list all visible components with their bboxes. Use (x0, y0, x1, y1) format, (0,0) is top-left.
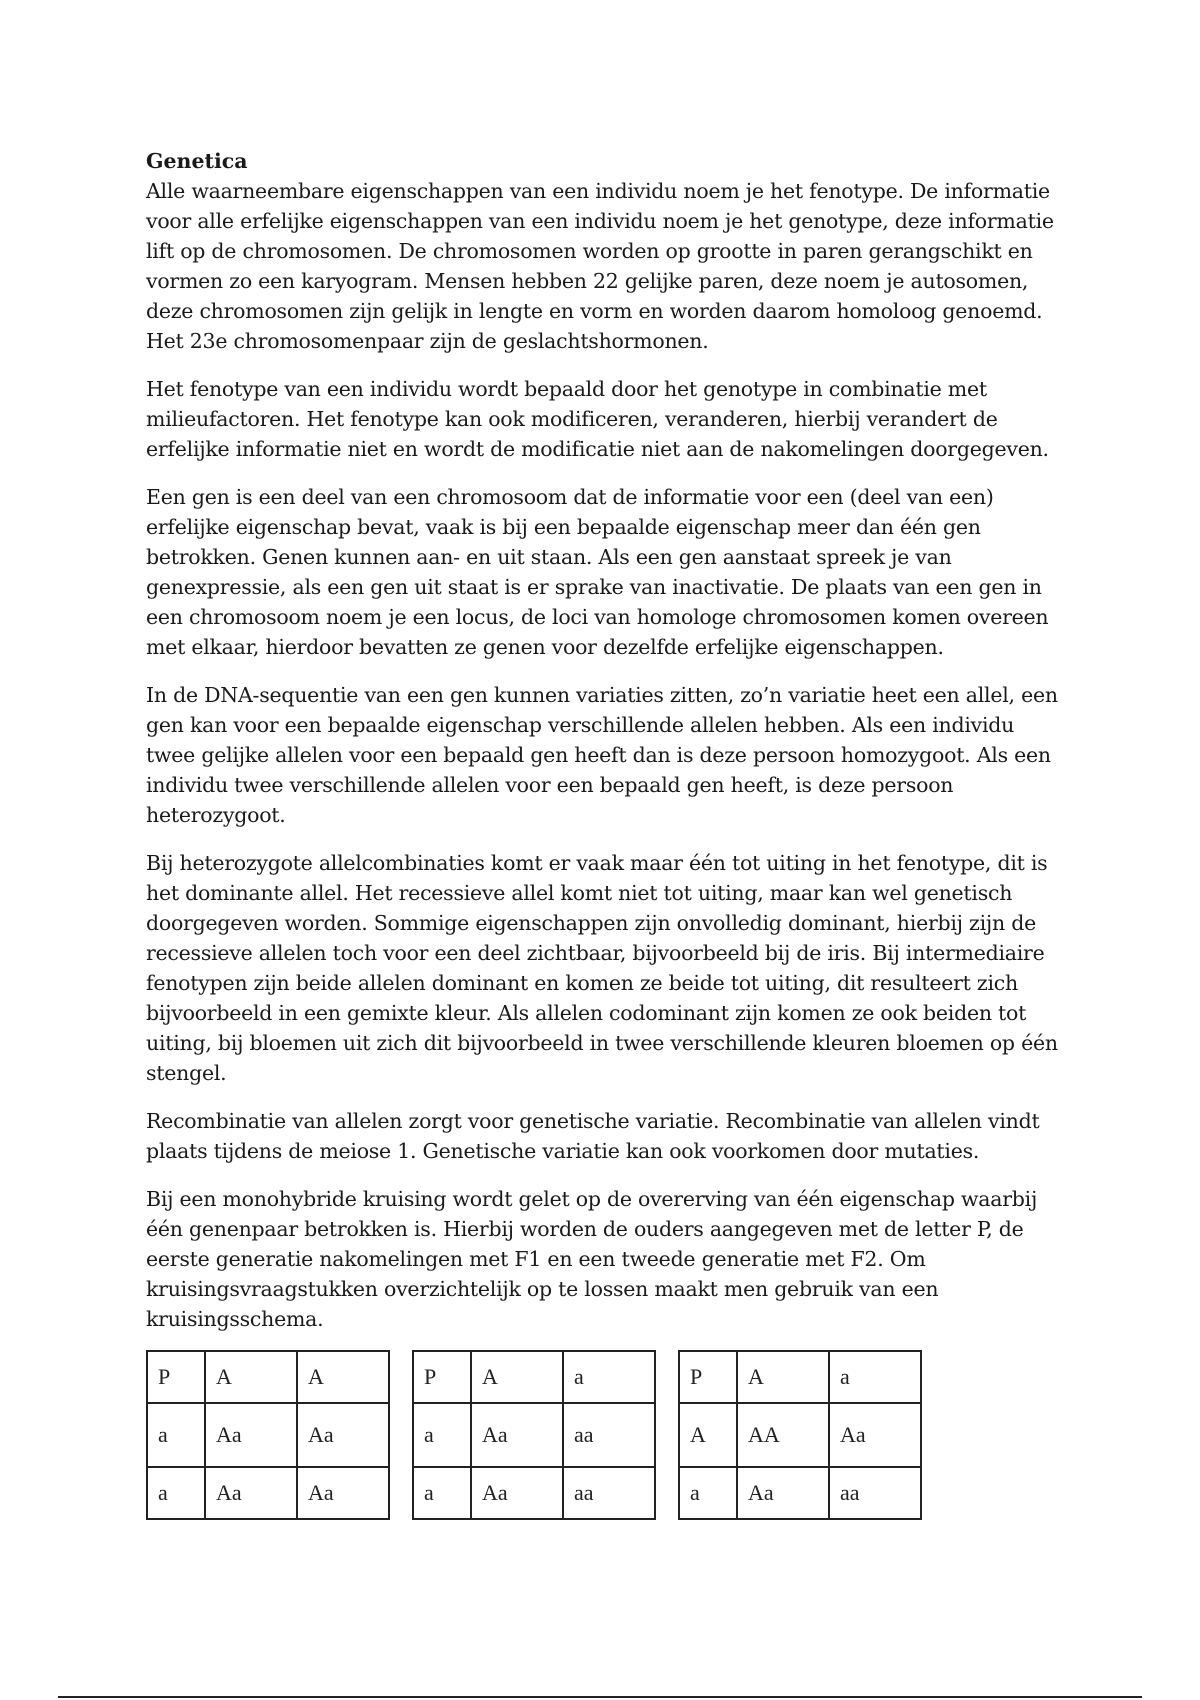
table-cell: A (737, 1351, 829, 1403)
table-cell: A (679, 1403, 737, 1467)
table-cell: Aa (297, 1403, 389, 1467)
table-cell: a (413, 1403, 471, 1467)
table-cell: a (679, 1467, 737, 1519)
punnett-table (146, 1350, 390, 1520)
document-body (146, 146, 1066, 1520)
table-cell: A (297, 1351, 389, 1403)
table-row (413, 1467, 655, 1519)
table-cell: aa (563, 1403, 655, 1467)
table-cell: Aa (205, 1467, 297, 1519)
table-row (413, 1351, 655, 1403)
table-row (679, 1351, 921, 1403)
document-title: Genetica (146, 149, 248, 173)
paragraph-fenotype-genotype: Alle waarneembare eigenschappen van een individu noem je het fenotype. De informatie voor alle erfelijke eigenschappen van een individu noem je het genotype, deze informatie lift op de chromosomen. De chromosomen worden op grootte in paren gerangschikt en vormen zo een karyogram. Mensen hebben 22 gelijke paren, deze noem je autosomen, deze chromosomen zijn gelijk in lengte en vorm en worden daarom homoloog genoemd. Het 23e chromosomenpaar zijn de geslachtshormonen. (146, 179, 1054, 353)
table-cell: Aa (297, 1467, 389, 1519)
table-cell: Aa (471, 1403, 563, 1467)
table-cell: a (563, 1351, 655, 1403)
table-cell: Aa (471, 1467, 563, 1519)
table-cell: a (829, 1351, 921, 1403)
table-row (147, 1467, 389, 1519)
paragraph-milieufactoren: Het fenotype van een individu wordt bepaald door het genotype in combinatie met milieufactoren. Het fenotype kan ook modificeren, veranderen, hierbij verandert de erfelijke informatie niet en wordt de modificatie niet aan de nakomelingen doorgegeven. (146, 377, 1049, 461)
paragraph-gen-locus: Een gen is een deel van een chromosoom dat de informatie voor een (deel van een) erfelijke eigenschap bevat, vaak is bij een bepaalde eigenschap meer dan één gen betrokken. Genen kunnen aan- en uit staan. Als een gen aanstaat spreek je van genexpressie, als een gen uit staat is er sprake van inactivatie. De plaats van een gen in een chromosoom noem je een locus, de loci van homologe chromosomen komen overeen met elkaar, hierdoor bevatten ze genen voor dezelfde erfelijke eigenschappen. (146, 485, 1049, 659)
table-row (679, 1403, 921, 1467)
table-cell: a (147, 1467, 205, 1519)
table-cell: AA (737, 1403, 829, 1467)
table-cell: Aa (829, 1403, 921, 1467)
paragraph-dominantie: Bij heterozygote allelcombinaties komt er vaak maar één tot uiting in het fenotype, dit is het dominante allel. Het recessieve allel komt niet tot uiting, maar kan wel genetisch doorgegeven worden. Sommige eigenschappen zijn onvolledig dominant, hierbij zijn de recessieve allelen toch voor een deel zichtbaar, bijvoorbeeld bij de iris. Bij intermediaire fenotypen zijn beide allelen dominant en komen ze beide tot uiting, dit resulteert zich bijvoorbeeld in een gemixte kleur. Als allelen codominant zijn komen ze ook beiden tot uiting, bij bloemen uit zich dit bijvoorbeeld in twee verschillende kleuren bloemen op één stengel. (146, 851, 1058, 1085)
table-row (679, 1467, 921, 1519)
table-cell: A (205, 1351, 297, 1403)
page-bottom-divider (58, 1696, 1142, 1698)
table-cell: A (471, 1351, 563, 1403)
table-row (147, 1403, 389, 1467)
paragraph-monohybride-kruising: Bij een monohybride kruising wordt gelet op de overerving van één eigenschap waarbij één genenpaar betrokken is. Hierbij worden de ouders aangegeven met de letter P, de eerste generatie nakomelingen met F1 en een tweede generatie met F2. Om kruisingsvraagstukken overzichtelijk op te lossen maakt men gebruik van een kruisingsschema. (146, 1187, 1038, 1331)
punnett-tables (146, 1350, 1066, 1520)
punnett-table (412, 1350, 656, 1520)
table-cell: P (147, 1351, 205, 1403)
table-cell: P (679, 1351, 737, 1403)
table-cell: aa (829, 1467, 921, 1519)
punnett-table (678, 1350, 922, 1520)
table-cell: aa (563, 1467, 655, 1519)
table-cell: Aa (737, 1467, 829, 1519)
paragraph-recombinatie: Recombinatie van allelen zorgt voor genetische variatie. Recombinatie van allelen vindt plaats tijdens de meiose 1. Genetische variatie kan ook voorkomen door mutaties. (146, 1109, 1040, 1163)
table-cell: P (413, 1351, 471, 1403)
table-cell: a (413, 1467, 471, 1519)
table-row (413, 1403, 655, 1467)
table-cell: Aa (205, 1403, 297, 1467)
paragraph-allelen: In de DNA-sequentie van een gen kunnen variaties zitten, zo’n variatie heet een allel, een gen kan voor een bepaalde eigenschap verschillende allelen hebben. Als een individu twee gelijke allelen voor een bepaald gen heeft dan is deze persoon homozygoot. Als een individu twee verschillende allelen voor een bepaald gen heeft, is deze persoon heterozygoot. (146, 683, 1058, 827)
table-row (147, 1351, 389, 1403)
table-cell: a (147, 1403, 205, 1467)
